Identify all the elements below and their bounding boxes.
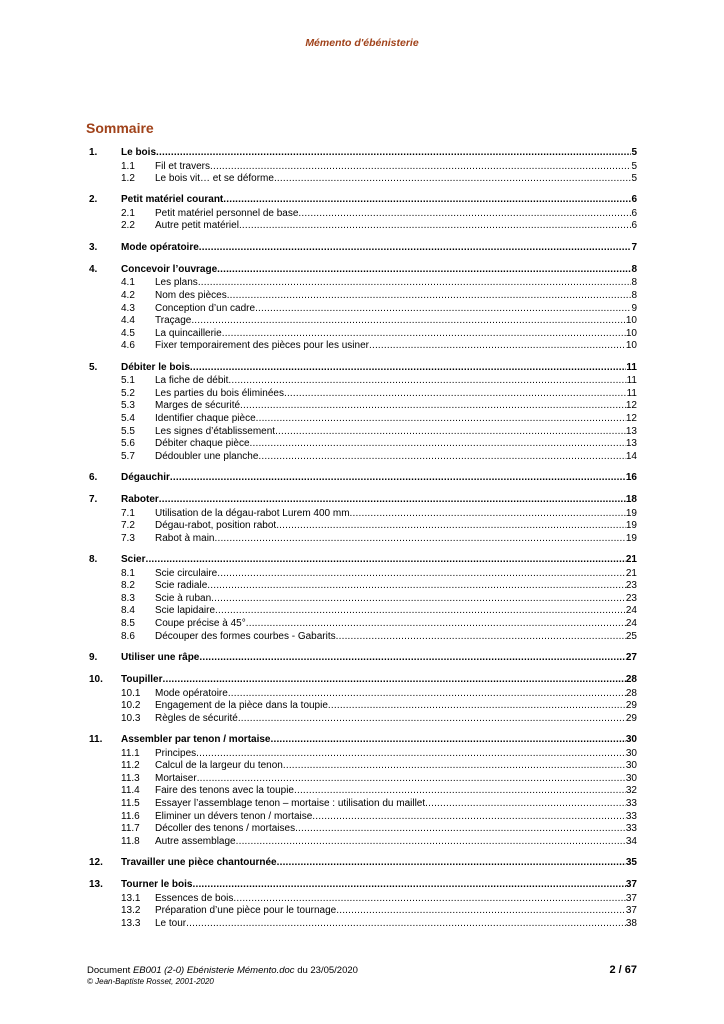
toc-leader-dots [186,918,626,931]
toc-leader-dots [197,773,626,786]
toc-section-number: 5.1 [121,375,135,387]
toc-section-page: 21 [625,567,637,579]
toc-section-title: Scie radiale [155,580,208,592]
toc-section-page: 5 [631,173,637,185]
toc-section-page: 8 [631,277,637,289]
toc-leader-dots [193,877,626,893]
page-number: 2 / 67 [609,964,637,976]
toc-section-page: 23 [625,580,637,592]
toc-leader-dots [217,262,631,278]
document-header-title: Mémento d'ébénisterie [305,37,419,49]
toc-section-page: 14 [625,450,637,462]
toc-chapter [89,672,637,725]
toc-section-number: 11.1 [121,747,140,759]
toc-section-title: Marges de sécurité [155,400,241,412]
toc-chapter-page: 18 [625,494,637,506]
toc-section-page: 30 [625,760,637,772]
toc-section-entry[interactable] [89,375,637,388]
toc-section-entry[interactable] [89,508,637,521]
toc-leader-dots [156,145,631,161]
toc-section-title: Les plans [155,277,198,289]
toc-section-title: Les signes d’établissement [155,425,276,437]
toc-leader-dots [162,672,625,688]
toc-leader-dots [258,451,625,464]
toc-chapter-number: 4. [89,263,98,275]
toc-chapter-number: 11. [89,734,103,746]
toc-leader-dots [233,893,625,906]
toc-section-number: 11.6 [121,810,140,822]
toc-section-page: 32 [625,785,637,797]
toc-section-title: Faire des tenons avec la toupie [155,785,294,797]
toc-chapter-number: 6. [89,472,98,484]
toc-section-number: 1.1 [121,160,135,172]
toc-section-title: Mortaiser [155,772,197,784]
toc-chapter-number: 8. [89,554,98,566]
toc-chapter-title: Raboter [121,494,159,506]
toc-section-title: Principes [155,747,197,759]
toc-section-entry[interactable] [89,605,637,618]
toc-section-entry[interactable] [89,220,637,233]
toc-section-number: 13.3 [121,917,141,929]
toc-chapter-number: 2. [89,194,98,206]
toc-section-title: Mode opératoire [155,687,228,699]
toc-section-page: 34 [625,835,637,847]
toc-section-number: 8.3 [121,592,135,604]
toc-section-number: 11.4 [121,785,140,797]
toc-section-number: 11.7 [121,823,140,835]
toc-chapter [89,552,637,643]
toc-chapter-number: 7. [89,494,98,506]
toc-section-number: 8.5 [121,618,135,630]
toc-section-page: 37 [625,892,637,904]
toc-chapter-number: 12. [89,857,103,869]
toc-leader-dots [207,580,626,593]
toc-chapter-title: Toupiller [121,674,163,686]
toc-section-entry[interactable] [89,631,637,644]
toc-heading: Sommaire [86,120,154,136]
toc-chapter-number: 10. [89,674,103,686]
toc-leader-dots [196,748,626,761]
toc-section-title: Coupe précise à 45° [155,618,246,630]
toc-leader-dots [217,568,626,581]
table-of-contents [89,145,637,937]
toc-section-entry[interactable] [89,593,637,606]
toc-section-title: Conception d’un cadre [155,302,256,314]
toc-chapter-title: Dégauchir [121,472,170,484]
toc-chapter-title: Mode opératoire [121,241,199,253]
toc-chapter-page: 8 [631,263,637,275]
toc-section-title: Traçage [155,315,192,327]
toc-chapter-page: 11 [626,361,637,373]
toc-leader-dots [275,426,626,439]
toc-leader-dots [274,173,631,186]
toc-chapter [89,360,637,464]
toc-section-entry[interactable] [89,533,637,546]
toc-section-number: 10.2 [121,700,141,712]
toc-section-number: 4.5 [121,327,135,339]
toc-chapter-page: 28 [625,674,637,686]
toc-leader-dots [238,713,626,726]
toc-chapter-entry[interactable] [89,145,637,161]
toc-section-title: Le tour [155,917,187,929]
toc-leader-dots [283,760,626,773]
toc-section-page: 19 [625,520,637,532]
toc-section-entry[interactable] [89,798,637,811]
toc-section-entry[interactable] [89,413,637,426]
toc-section-number: 7.3 [121,532,135,544]
footer-date: du 23/05/2020 [297,965,358,976]
toc-leader-dots [236,836,626,849]
toc-leader-dots [223,192,631,208]
toc-leader-dots [336,905,626,918]
toc-leader-dots [284,388,627,401]
toc-section-title: La fiche de débit [155,375,229,387]
toc-section-page: 11 [626,387,637,399]
toc-leader-dots [228,688,626,701]
toc-chapter [89,470,637,486]
toc-section-page: 8 [631,290,637,302]
toc-section-entry[interactable] [89,340,637,353]
toc-leader-dots [170,470,626,486]
toc-section-number: 11.5 [121,797,140,809]
toc-leader-dots [256,413,626,426]
footer-doc-name: EB001 (2-0) Ebénisterie Mémento.doc [132,965,295,976]
toc-section-entry[interactable] [89,688,637,701]
toc-chapter-number: 1. [89,147,98,158]
toc-section-title: Scie lapidaire [155,605,216,617]
toc-chapter-entry[interactable] [89,552,637,568]
toc-section-entry[interactable] [89,580,637,593]
toc-leader-dots [228,375,626,388]
toc-section-number: 11.3 [121,772,140,784]
toc-leader-dots [255,303,631,316]
toc-section-page: 28 [625,687,637,699]
toc-section-entry[interactable] [89,208,637,221]
toc-leader-dots [312,811,626,824]
toc-section-number: 8.1 [121,567,135,579]
toc-chapter [89,240,637,256]
toc-chapter-entry[interactable] [89,650,637,666]
toc-section-entry[interactable] [89,618,637,631]
toc-section-page: 38 [625,917,637,929]
toc-chapter-title: Petit matériel courant [121,194,224,206]
toc-leader-dots [211,593,626,606]
toc-section-entry[interactable] [89,161,637,174]
toc-section-title: Rabot à main [155,532,215,544]
toc-section-page: 5 [631,160,637,172]
toc-chapter [89,192,637,233]
toc-section-entry[interactable] [89,773,637,786]
toc-section-page: 19 [625,507,637,519]
toc-section-title: Autre assemblage [155,835,236,847]
toc-section-entry[interactable] [89,438,637,451]
toc-section-number: 4.6 [121,340,135,352]
toc-section-title: Nom des pièces [155,290,227,302]
toc-section-number: 8.4 [121,605,135,617]
toc-leader-dots [336,631,626,644]
toc-section-entry[interactable] [89,918,637,931]
toc-chapter [89,492,637,545]
toc-section-entry[interactable] [89,760,637,773]
toc-chapter-number: 13. [89,879,103,891]
toc-section-title: Décoller des tenons / mortaises [155,823,296,835]
toc-leader-dots [199,240,632,256]
toc-leader-dots [198,277,632,290]
toc-section-title: Calcul de la largeur du tenon [155,760,283,772]
toc-chapter-title: Concevoir l’ouvrage [121,263,218,275]
toc-section-title: Le bois vit… et se déforme [155,173,274,185]
toc-section-title: Petit matériel personnel de base [155,207,299,219]
toc-section-page: 29 [625,712,637,724]
toc-section-entry[interactable] [89,400,637,413]
toc-section-title: Engagement de la pièce dans la toupie [155,700,328,712]
toc-chapter-entry[interactable] [89,732,637,748]
toc-section-number: 2.1 [121,207,135,219]
toc-section-entry[interactable] [89,748,637,761]
toc-section-title: Éliminer un dévers tenon / mortaise [155,810,313,822]
toc-section-entry[interactable] [89,328,637,341]
toc-section-page: 30 [625,772,637,784]
toc-leader-dots [191,315,626,328]
toc-section-entry[interactable] [89,426,637,439]
toc-chapter-page: 37 [625,879,637,891]
toc-section-title: Débiter chaque pièce [155,438,250,450]
toc-section-page: 33 [625,797,637,809]
toc-section-page: 23 [625,592,637,604]
toc-section-number: 2.2 [121,220,135,232]
toc-section-page: 11 [626,375,637,387]
toc-section-page: 12 [625,412,637,424]
toc-section-entry[interactable] [89,303,637,316]
toc-section-page: 19 [625,532,637,544]
toc-section-number: 7.2 [121,520,135,532]
toc-leader-dots [159,492,626,508]
toc-section-page: 33 [625,823,637,835]
toc-section-title: Règles de sécurité [155,712,238,724]
toc-section-number: 13.2 [121,905,141,917]
toc-section-entry[interactable] [89,315,637,328]
toc-section-page: 9 [631,302,637,314]
toc-section-entry[interactable] [89,713,637,726]
toc-chapter-number: 3. [89,241,98,253]
toc-section-number: 10.1 [121,687,141,699]
toc-leader-dots [298,208,631,221]
toc-chapter [89,145,637,186]
footer-doc-prefix: Document [87,965,131,976]
toc-leader-dots [246,618,626,631]
toc-leader-dots [190,360,627,376]
toc-section-title: Identifier chaque pièce [155,412,256,424]
toc-section-number: 4.1 [121,277,135,289]
toc-chapter-entry[interactable] [89,855,637,871]
footer-copyright: © Jean-Baptiste Rosset, 2001-2020 [87,977,214,986]
toc-chapter-entry[interactable] [89,877,637,893]
toc-section-entry[interactable] [89,520,637,533]
toc-section-number: 4.2 [121,290,135,302]
toc-chapter-title: Débiter le bois [121,361,190,373]
toc-chapter-entry[interactable] [89,262,637,278]
toc-chapter-page: 21 [625,554,637,566]
toc-chapter-number: 9. [89,651,98,663]
toc-chapter-title: Utiliser une râpe [121,651,200,663]
toc-chapter-entry[interactable] [89,360,637,376]
toc-section-entry[interactable] [89,893,637,906]
toc-section-page: 6 [631,220,637,232]
toc-section-title: Dédoubler une planche [155,450,259,462]
toc-section-entry[interactable] [89,785,637,798]
toc-section-page: 24 [625,605,637,617]
toc-chapter-title: Travailler une pièce chantournée [121,857,277,869]
toc-section-page: 37 [625,905,637,917]
toc-section-page: 10 [625,340,637,352]
toc-chapter-number: 5. [89,361,98,373]
toc-section-title: Découper des formes courbes - Gabarits [155,630,336,642]
toc-section-number: 10.3 [121,712,141,724]
toc-leader-dots [425,798,626,811]
toc-section-entry[interactable] [89,905,637,918]
toc-chapter-page: 27 [625,651,637,663]
toc-chapter [89,262,637,353]
toc-section-title: Les parties du bois éliminées [155,387,284,399]
toc-leader-dots [222,328,626,341]
toc-section-entry[interactable] [89,173,637,186]
toc-chapter-title: Scier [121,554,146,566]
toc-section-number: 5.2 [121,387,135,399]
toc-section-page: 33 [625,810,637,822]
toc-chapter-title: Tourner le bois [121,879,193,891]
toc-section-page: 29 [625,700,637,712]
toc-leader-dots [210,161,631,174]
toc-section-page: 25 [625,630,637,642]
toc-section-number: 7.1 [121,507,135,519]
toc-section-entry[interactable] [89,823,637,836]
toc-leader-dots [369,340,626,353]
toc-section-title: Scie à ruban [155,592,212,604]
toc-leader-dots [350,508,626,521]
toc-section-title: Essences de bois [155,892,234,904]
toc-section-number: 8.2 [121,580,135,592]
toc-section-page: 13 [625,438,637,450]
toc-chapter-page: 7 [631,241,637,253]
toc-section-title: Scie circulaire [155,567,218,579]
toc-section-entry[interactable] [89,277,637,290]
toc-section-entry[interactable] [89,700,637,713]
toc-leader-dots [328,700,626,713]
toc-section-number: 4.3 [121,302,135,314]
toc-section-page: 10 [625,327,637,339]
toc-section-entry[interactable] [89,388,637,401]
toc-section-number: 4.4 [121,315,135,327]
toc-chapter-page: 6 [631,194,637,206]
toc-section-entry[interactable] [89,451,637,464]
toc-section-number: 5.4 [121,412,135,424]
toc-section-page: 13 [625,425,637,437]
toc-leader-dots [215,605,626,618]
page-footer [87,965,637,986]
footer-document-info [87,965,637,976]
toc-section-number: 5.6 [121,438,135,450]
toc-chapter [89,877,637,930]
toc-leader-dots [214,533,625,546]
toc-chapter-title: Le bois [121,147,157,158]
toc-section-entry[interactable] [89,836,637,849]
toc-chapter-entry[interactable] [89,672,637,688]
toc-leader-dots [199,650,626,666]
toc-section-title: Autre petit matériel [155,220,239,232]
toc-section-number: 5.7 [121,450,135,462]
toc-leader-dots [271,732,626,748]
toc-leader-dots [145,552,625,568]
toc-section-number: 1.2 [121,173,135,185]
toc-leader-dots [250,438,626,451]
toc-leader-dots [276,520,626,533]
toc-section-number: 5.3 [121,400,135,412]
toc-section-page: 12 [625,400,637,412]
toc-leader-dots [295,823,626,836]
toc-leader-dots [277,855,626,871]
toc-section-page: 24 [625,618,637,630]
toc-section-page: 30 [625,747,637,759]
toc-leader-dots [294,785,626,798]
toc-leader-dots [239,220,632,233]
toc-section-title: Essayer l’assemblage tenon – mortaise : utilisation du maillet [155,797,426,809]
toc-chapter-entry[interactable] [89,470,637,486]
toc-chapter-entry[interactable] [89,492,637,508]
toc-chapter-page: 35 [625,857,637,869]
toc-section-title: Fil et travers [155,160,211,172]
toc-section-title: Utilisation de la dégau-rabot Lurem 400 mm [155,507,350,519]
toc-section-title: Fixer temporairement des pièces pour les usiner [155,340,369,352]
toc-leader-dots [227,290,632,303]
toc-section-number: 13.1 [121,892,141,904]
toc-section-number: 8.6 [121,630,135,642]
toc-section-entry[interactable] [89,290,637,303]
toc-leader-dots [240,400,626,413]
toc-chapter-entry[interactable] [89,240,637,256]
toc-section-entry[interactable] [89,568,637,581]
toc-section-number: 5.5 [121,425,135,437]
toc-chapter-page: 5 [631,147,637,158]
toc-chapter-entry[interactable] [89,192,637,208]
toc-section-number: 11.8 [121,835,140,847]
toc-chapter [89,732,637,848]
toc-section-page: 6 [631,207,637,219]
toc-section-number: 11.2 [121,760,140,772]
toc-chapter-page: 16 [625,472,637,484]
toc-chapter [89,855,637,871]
toc-section-title: Préparation d’une pièce pour le tournage [155,905,337,917]
toc-section-entry[interactable] [89,811,637,824]
toc-section-title: La quincaillerie [155,327,222,339]
toc-chapter-title: Assembler par tenon / mortaise [121,734,271,746]
toc-section-title: Dégau-rabot, position rabot [155,520,277,532]
toc-chapter-page: 30 [625,734,637,746]
toc-section-page: 10 [625,315,637,327]
toc-chapter [89,650,637,666]
